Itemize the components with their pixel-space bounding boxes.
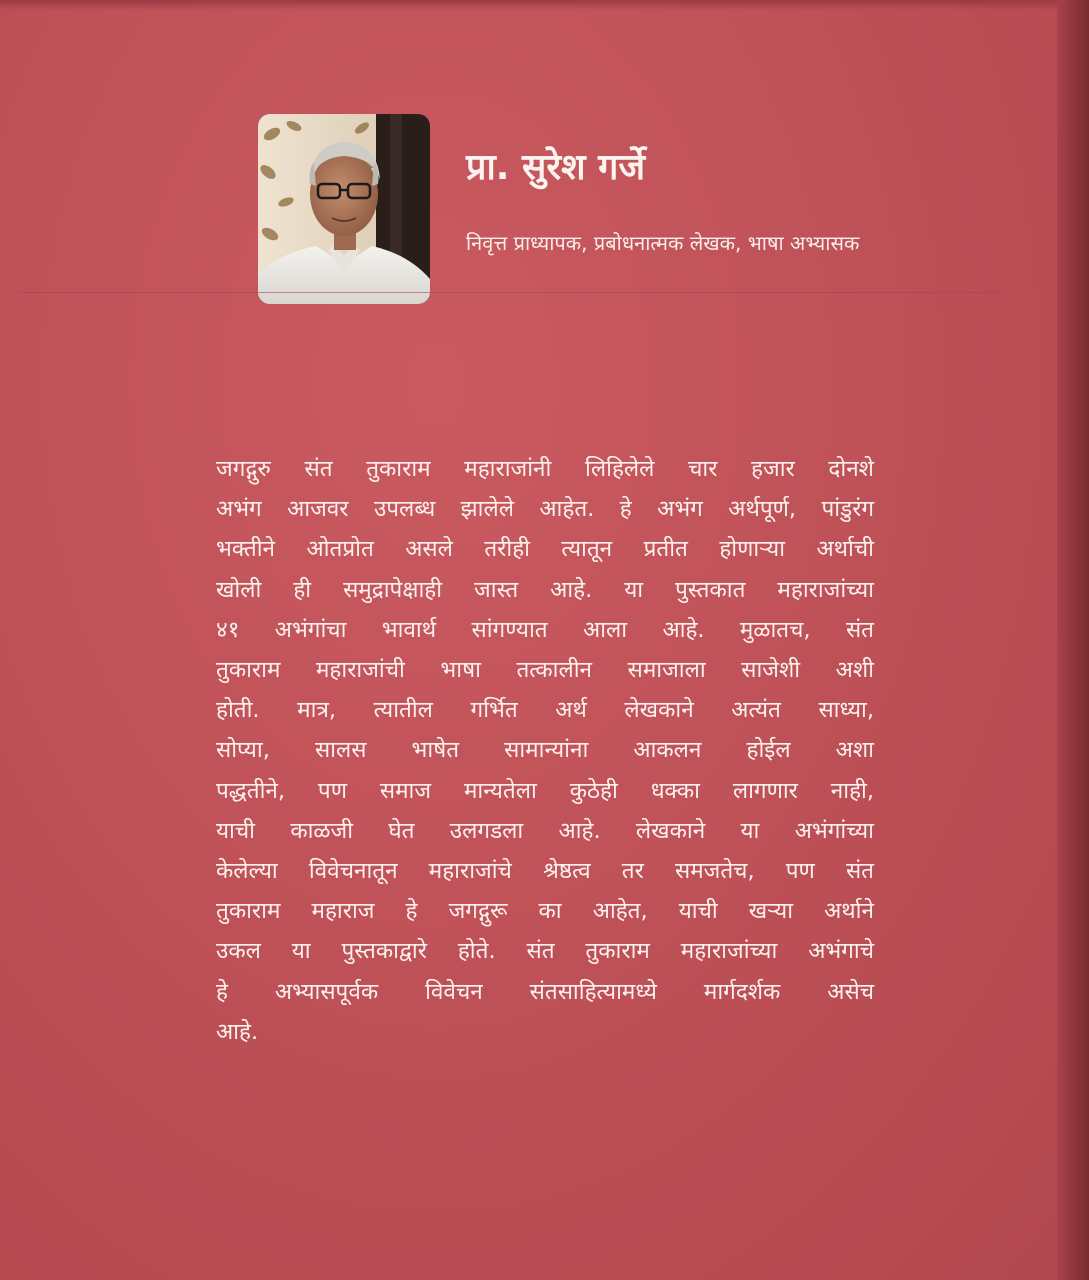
blurb-line: खोली ही समुद्रापेक्षाही जास्त आहे. या पुस्तकात महाराजांच्या (216, 576, 874, 603)
blurb-line: जगद्गुरु संत तुकाराम महाराजांनी लिहिलेले चार हजार दोनशे (216, 456, 874, 482)
blurb-line: तुकाराम महाराज हे जगद्गुरू का आहेत, याची खऱ्या अर्थाने (216, 898, 874, 925)
book-blurb (216, 449, 874, 1052)
section-divider (20, 292, 1000, 293)
author-photo (258, 114, 430, 304)
blurb-line: होती. मात्र, त्यातील गर्भित अर्थ लेखकाने अत्यंत साध्या, (216, 697, 874, 724)
cover-top-shadow (0, 0, 1089, 10)
author-description: निवृत्त प्राध्यापक, प्रबोधनात्मक लेखक, भाषा अभ्यासक (466, 231, 860, 255)
blurb-line: ४१ अभंगांचा भावार्थ सांगण्यात आला आहे. मुळातच, संत (216, 616, 874, 643)
blurb-line: भक्तीने ओतप्रोत असले तरीही त्यातून प्रतीत होणाऱ्या अर्थाची (216, 536, 874, 563)
blurb-line: पद्धतीने, पण समाज मान्यतेला कुठेही धक्का लागणार नाही, (216, 777, 874, 804)
blurb-line: तुकाराम महाराजांची भाषा तत्कालीन समाजाला साजेशी अशी (216, 657, 874, 684)
blurb-line: हे अभ्यासपूर्वक विवेचन संतसाहित्यामध्ये मार्गदर्शक असेच (216, 978, 874, 1005)
author-name: प्रा. सुरेश गर्जे (466, 147, 646, 188)
blurb-line: उकल या पुस्तकाद्वारे होते. संत तुकाराम महाराजांच्या अभंगाचे (216, 938, 874, 965)
blurb-line: याची काळजी घेत उलगडला आहे. लेखकाने या अभंगांच्या (216, 817, 874, 844)
cover-right-edge (1057, 0, 1089, 1280)
blurb-line: अभंग आजवर उपलब्ध झालेले आहेत. हे अभंग अर्थपूर्ण, पांडुरंग (216, 496, 874, 523)
blurb-line: केलेल्या विवेचनातून महाराजांचे श्रेष्ठत्व तर समजतेच, पण संत (216, 858, 874, 885)
author-portrait-illustration (258, 114, 430, 304)
blurb-line: आहे. (216, 1018, 259, 1045)
blurb-line: सोप्या, सालस भाषेत सामान्यांना आकलन होईल अशा (216, 737, 874, 764)
